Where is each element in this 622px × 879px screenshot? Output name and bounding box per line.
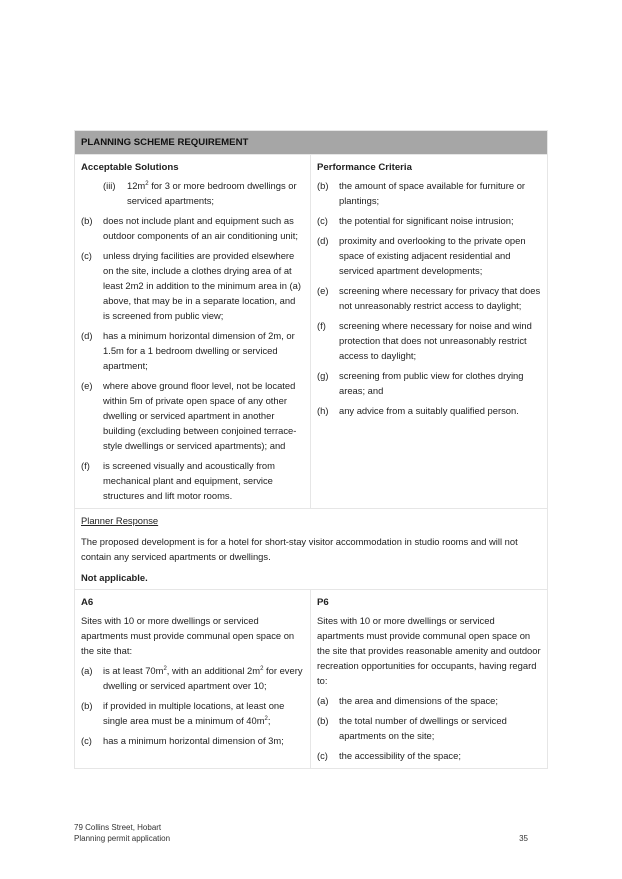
list-item: (a) the area and dimensions of the space; xyxy=(317,695,498,706)
list-item: (f) is screened visually and acoustically from mechanical plant and equipment, service structures and lift motor rooms. xyxy=(81,460,275,501)
header-title: PLANNING SCHEME REQUIREMENT xyxy=(81,137,249,148)
list-item: (c) the accessibility of the space; xyxy=(317,750,461,761)
list-item: (c) unless drying facilities are provided elsewhere on the site, include a clothes drying area of at least 2m2 in addition to the minimum area in (a) above, that may be in a separate location, and is screened from public view; xyxy=(81,250,302,321)
performance-criteria-column xyxy=(311,155,547,508)
page-number: 35 xyxy=(519,834,528,843)
acceptable-solutions-heading: Acceptable Solutions xyxy=(81,162,179,173)
footer-address: 79 Collins Street, Hobart xyxy=(74,823,162,832)
performance-criteria-heading: Performance Criteria xyxy=(317,162,412,173)
acceptable-solutions-column xyxy=(75,155,311,508)
list-item: (g) screening from public view for clothes drying areas; and xyxy=(317,370,524,396)
solutions-criteria-row xyxy=(75,154,547,508)
list-item: (f) screening where necessary for noise and wind protection that does not unreasonably restrict access to daylight; xyxy=(317,320,532,361)
planner-response xyxy=(75,508,547,589)
a6-column xyxy=(75,590,311,768)
list-item: (iii) $12m^2$ for 3 or more bedroom dwellings or serviced apartments; xyxy=(103,180,297,206)
p6-heading: P6 xyxy=(317,597,329,608)
a6-p6-row xyxy=(75,589,547,768)
p6-column xyxy=(311,590,547,768)
page-footer xyxy=(74,822,548,844)
list-item: (a) is at least $70m^2$, with an additional $2m^2$ for every dwelling or serviced apartment over 10; xyxy=(81,665,303,691)
list-item: (b) the amount of space available for furniture or plantings; xyxy=(317,180,526,206)
list-item: (e) screening where necessary for privacy that does not unreasonably restrict access to daylight; xyxy=(317,285,541,311)
list-item: (b) the total number of dwellings or serviced apartments on the site; xyxy=(317,715,507,741)
planning-table xyxy=(74,130,548,769)
a6-heading: A6 xyxy=(81,597,94,608)
list-item: (b) does not include plant and equipment such as outdoor components of an air conditioning unit; xyxy=(81,215,298,241)
planner-response-verdict: Not applicable. xyxy=(81,572,148,583)
footer-doc-title: Planning permit application xyxy=(74,834,171,843)
list-item: (b) if provided in multiple locations, at least one single area must be a minimum of $40m^2$; xyxy=(81,700,285,726)
list-item: (c) has a minimum horizontal dimension of 3m; xyxy=(81,735,284,746)
list-item: (d) proximity and overlooking to the private open space of existing adjacent residential and serviced apartment developments; xyxy=(317,235,526,276)
list-item: (d) has a minimum horizontal dimension of 2m, or 1.5m for a 1 bedroom dwelling or serviced apartment; xyxy=(81,330,295,371)
list-item: (c) the potential for significant noise intrusion; xyxy=(317,215,514,226)
list-item: (h) any advice from a suitably qualified person. xyxy=(317,405,519,416)
list-item: (e) where above ground floor level, not be located within 5m of private open space of any other dwelling or serviced apartment in another building (excluding between conjoined terrace-style dwellings or serviced apartments); and xyxy=(81,380,297,451)
p6-intro: Sites with 10 or more dwellings or serviced apartments must provide communal open space on the site that provides reasonable amenity and outdoor recreation opportunities for occupants, having regard to: xyxy=(317,615,541,686)
planner-response-body: The proposed development is for a hotel for short-stay visitor accommodation in studio rooms and will not contain any serviced apartments or dwellings. xyxy=(81,536,518,562)
a6-intro: Sites with 10 or more dwellings or serviced apartments must provide communal open space on the site that: xyxy=(81,615,295,656)
table-header-bar xyxy=(75,131,547,154)
planner-response-title: Planner Response xyxy=(81,515,159,526)
